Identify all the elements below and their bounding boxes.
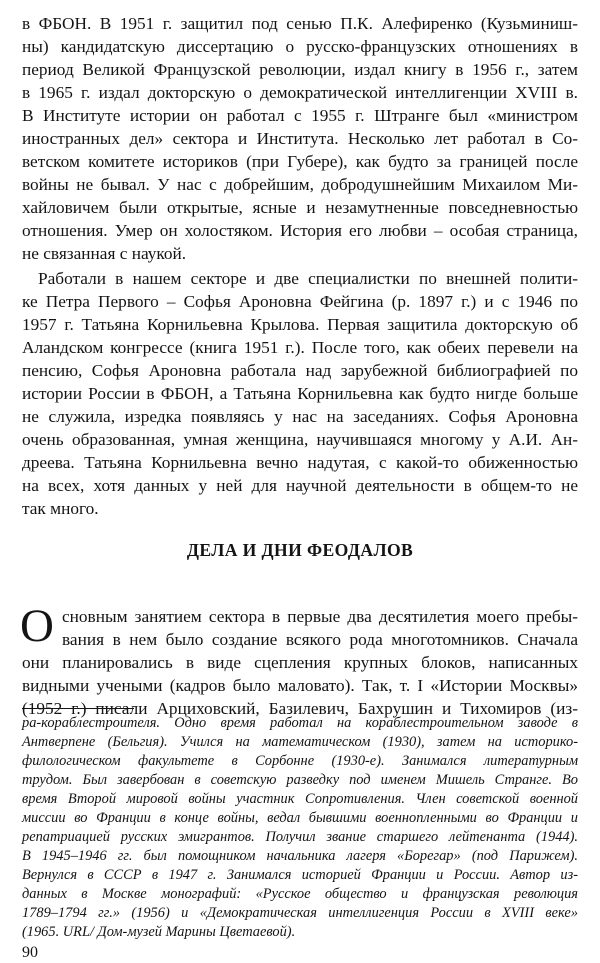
text-line: не связанная с наукой. [22, 244, 187, 263]
text-line: хайловичем были открытые, ясные и незамутненные повседневностью [22, 198, 578, 217]
footnote-line: (1965. URL/ Дом-музей Марины Цветаевой). [22, 924, 296, 940]
text-line: иностранных дел» сектора и Института. Несколько лет работал в Со- [22, 129, 578, 148]
text-line: Аландском конгрессе (книга 1951 г.). После того, как обеих перевели на [22, 338, 578, 357]
footnote-line: 1789–1794 гг.» (1956) и «Демократическая интеллигенция России в XVIII веке» [22, 905, 578, 921]
footnote-line: миссии во Франции в конце войны, ведал бывшими военнопленными во Франции и [22, 810, 578, 826]
footnote-line: данных в Москве монографий: «Русское общество и французская революция [22, 886, 578, 902]
text-line: в ФБОН. В 1951 г. защитил под сенью П.К. Алефиренко (Кузьминиш- [22, 14, 578, 33]
text-line: так много. [22, 499, 99, 518]
text-line: они планировались в виде сцепления крупных блоков, написанных [22, 653, 578, 672]
text-line: дреева. Татьяна Корнильевна вечно надутая, с какой-то обиженностью [22, 453, 578, 472]
footnote-line: время Второй мировой войны участник Сопротивления. Член советской военной [22, 791, 578, 807]
footnote-separator [22, 708, 134, 709]
text-line: ветском комитете историков (при Губере), как будто за границей после [22, 152, 578, 171]
footnote-line: В 1945–1946 гг. был помощником начальника лагеря «Борегар» (под Парижем). [22, 848, 578, 864]
footnote-line: Антверпене (Бельгия). Учился на математическом (1930), затем на историко- [22, 734, 578, 750]
footnote-line: трудом. Был завербован в советскую разведку под именем Мишель Странге. Во [22, 772, 578, 788]
text-line: на всех, хотя данных у ней для научной деятельности в общем-то не [22, 476, 578, 495]
text-line: в 1965 г. издал докторскую о демократической интеллигенции XVIII в. [22, 83, 578, 102]
text-line: 1957 г. Татьяна Корнильевна Крылова. Первая защитила докторскую об [22, 315, 578, 334]
text-line: вания в нем было создание всякого рода многотомников. Сначала [62, 630, 578, 649]
drop-cap: О [20, 600, 54, 652]
footnote-line: ра-кораблестроителя. Одно время работал на кораблестроительном заводе в [22, 715, 578, 731]
section-heading: ДЕЛА И ДНИ ФЕОДАЛОВ [186, 540, 414, 560]
text-line: пенсию, Софья Ароновна работала над зарубежной библиографией по [22, 361, 578, 380]
text-line: период Великой Французской революции, издал книгу в 1956 г., затем [22, 60, 578, 79]
page-number: 90 [22, 944, 38, 961]
footnote-line: репатриацией русских эмигрантов. Получил звание старшего лейтенанта (1944). [22, 829, 578, 845]
text-line: отношения. Умер он холостяком. История его любви – особая страница, [22, 221, 578, 240]
footnote-line: филологическом факультете в Сорбонне (1930-е). Занимался литературным [22, 753, 578, 769]
text-line: войны не бывал. У нас с добрейшим, добродушнейшим Михаилом Ми- [22, 175, 578, 194]
text-line: В Институте истории он работал с 1955 г. Штранге был «министром [22, 106, 578, 125]
text-line: не служила, изредка появляясь у нас на заседаниях. Софья Ароновна [22, 407, 578, 426]
text-line: очень образованная, умная женщина, научившаяся многому у А.И. Ан- [22, 430, 578, 449]
text-line: истории России в ФБОН, а Татьяна Корнильевна как будто нигде больше [22, 384, 578, 403]
text-line: видными учеными (кадров было маловато). Так, т. I «Истории Москвы» [22, 676, 578, 695]
text-line: (1952 г.) писали Арциховский, Базилевич, Бахрушин и Тихомиров (из- [22, 699, 578, 718]
text-line: Работали в нашем секторе и две специалистки по внешней полити- [38, 269, 578, 288]
footnote-line: Вернулся в СССР в 1947 г. Занимался историей Франции и России. Автор из- [22, 867, 578, 883]
text-line: сновным занятием сектора в первые два десятилетия моего пребы- [62, 607, 578, 626]
text-line: ны) кандидатскую диссертацию о русско-французских отношениях в [22, 37, 578, 56]
text-line: ке Петра Первого – Софья Ароновна Фейгина (р. 1897 г.) и с 1946 по [22, 292, 578, 311]
